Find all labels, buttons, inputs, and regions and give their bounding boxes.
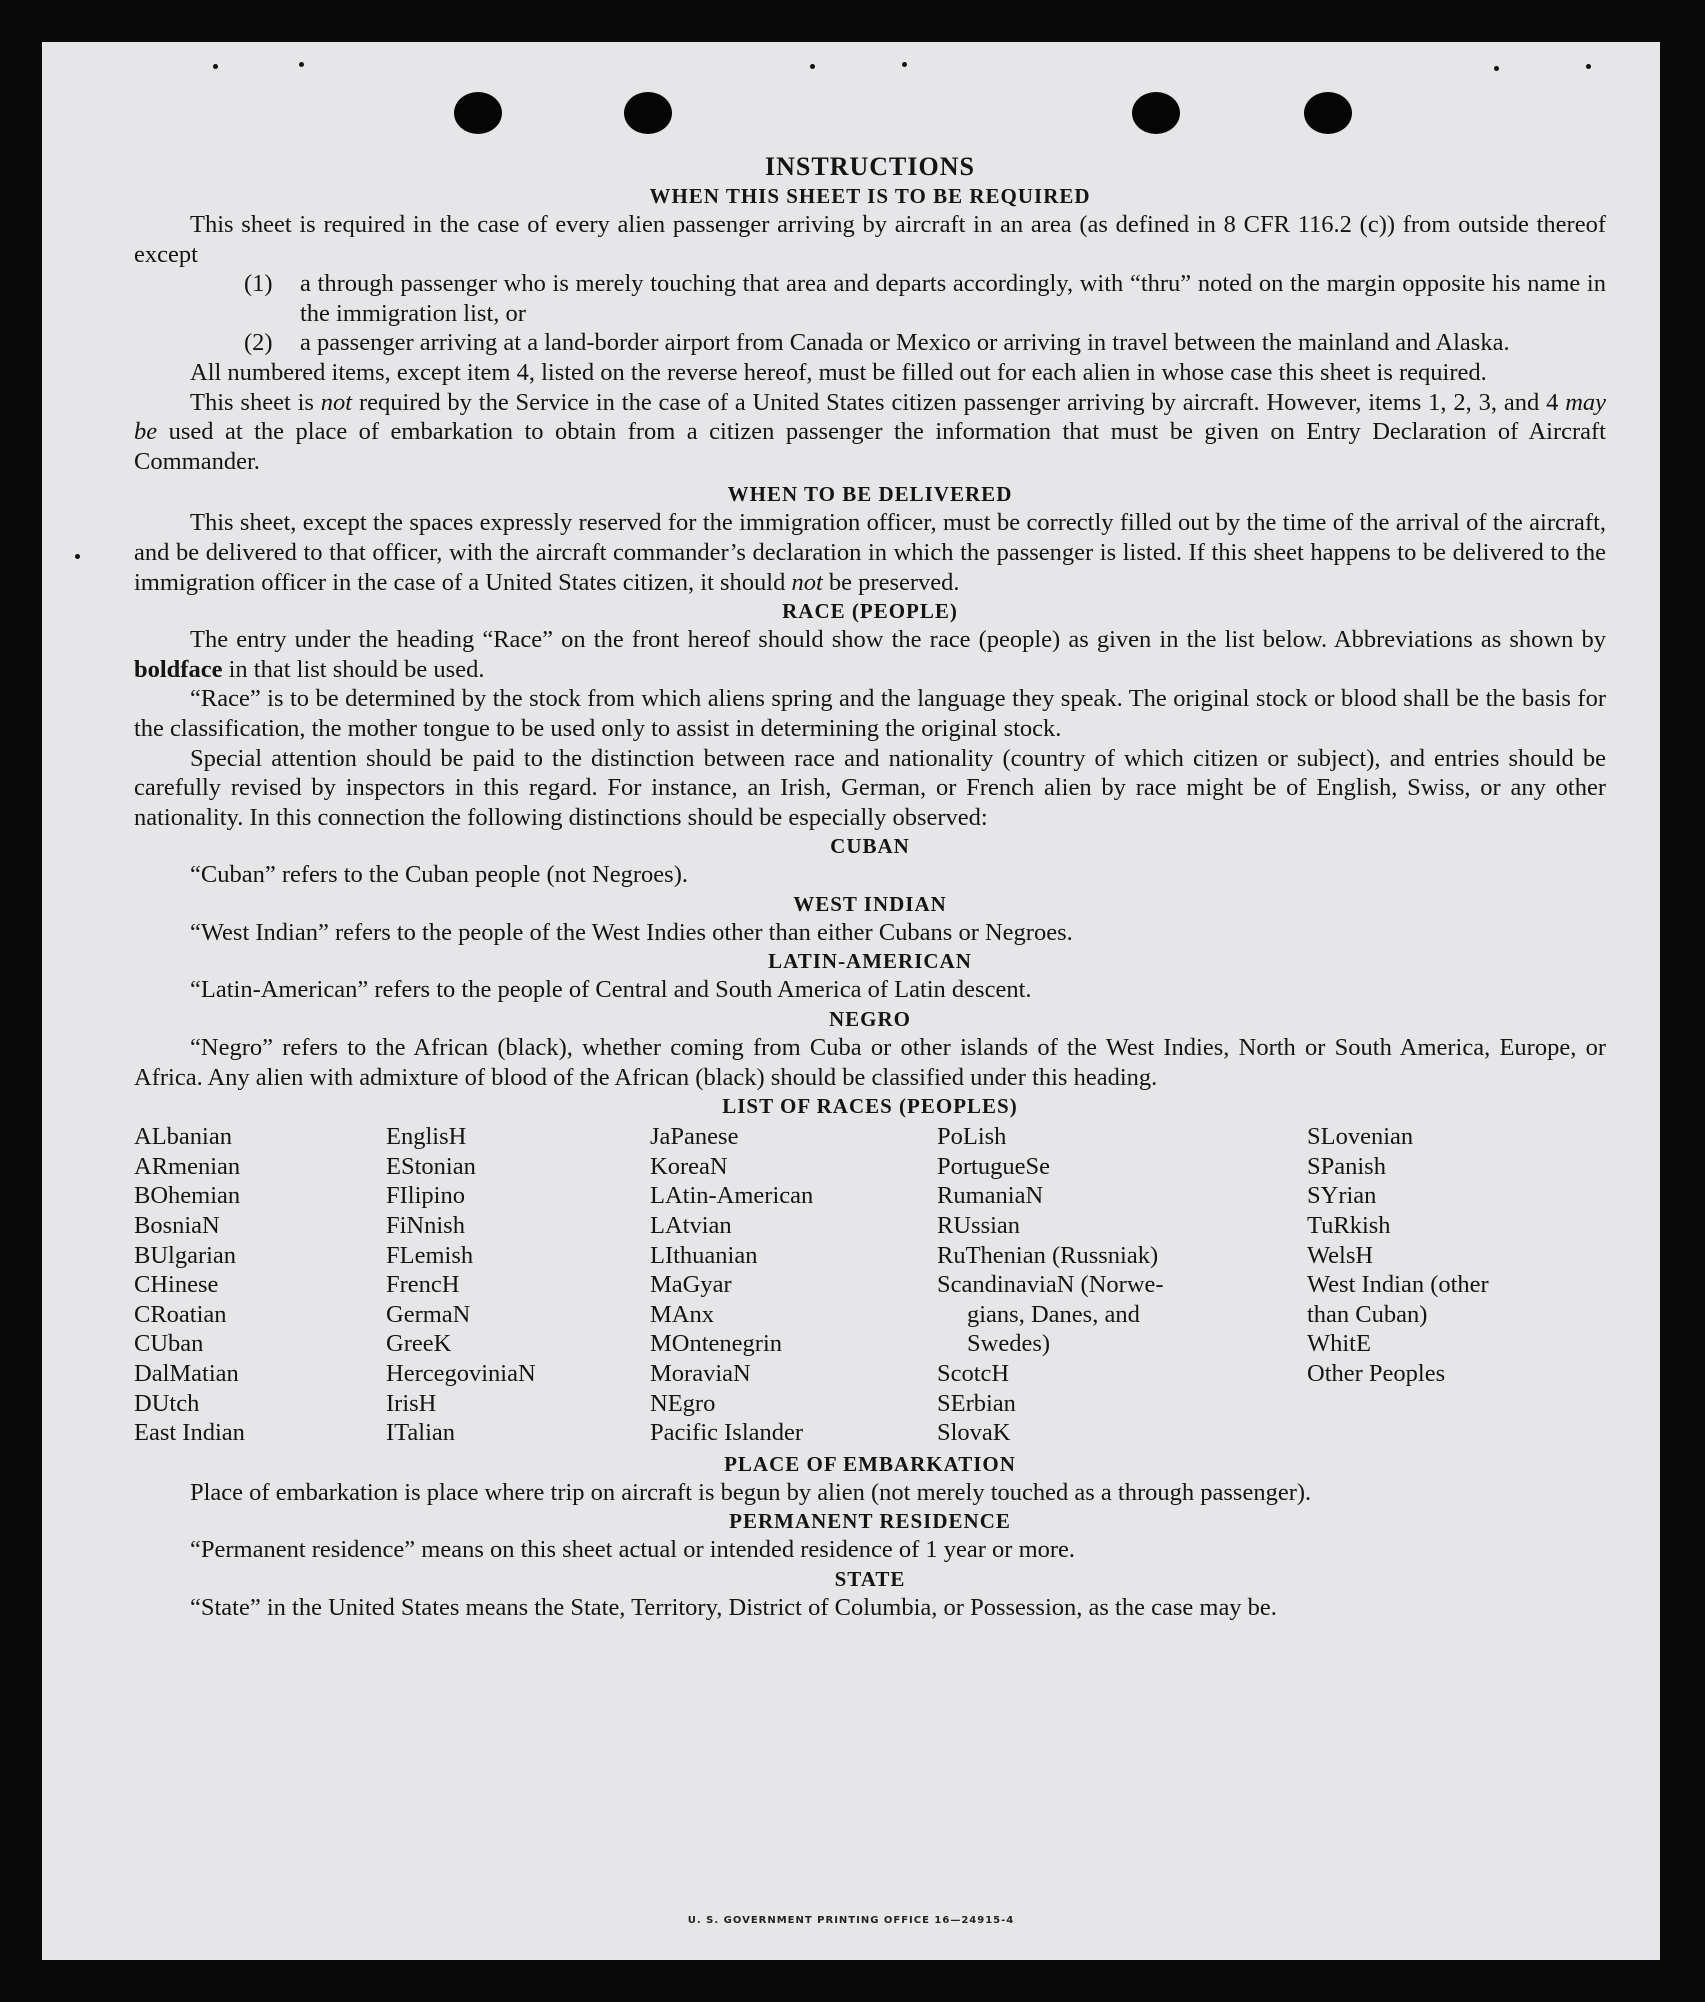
punch-hole — [454, 92, 502, 134]
list-item — [244, 328, 1606, 358]
race-entry: PortugueSe — [937, 1152, 1050, 1180]
race-entry: ScotcH — [937, 1360, 1010, 1387]
race-entry: NEgro — [650, 1389, 716, 1417]
race-column — [1307, 1122, 1597, 1448]
race-entry: SYrian — [1307, 1182, 1377, 1210]
race-entry: SLovenian — [1307, 1123, 1414, 1151]
speck — [902, 62, 907, 67]
race-entry: BUlgarian — [134, 1241, 237, 1269]
race-entry: IrisH — [386, 1389, 437, 1417]
paragraph: “Race” is to be determined by the stock from which aliens spring and the language they speak. The original stock or blood shall be the basis for the classification, the mother tongue to be used only to assist in determining the original stock. — [134, 685, 1606, 742]
list-item-number: (1) — [244, 270, 273, 298]
paragraph: “Cuban” refers to the Cuban people (not Negroes). — [190, 861, 688, 889]
page-title: INSTRUCTIONS — [765, 152, 975, 181]
section-heading: PLACE OF EMBARKATION — [724, 1451, 1016, 1476]
race-entry: Pacific Islander — [650, 1419, 804, 1447]
race-entry: LIthuanian — [650, 1241, 758, 1269]
race-entry: CRoatian — [134, 1300, 227, 1328]
race-entry: MaGyar — [650, 1271, 732, 1299]
paragraph: This sheet is not required by the Service in the case of a United States citizen passenger arriving by aircraft. However, items 1, 2, 3, and 4 may be used at the place of embarkation to obtain from a citizen passenger the information that must be given on Entry Declaration of Aircraft Commander. — [134, 388, 1607, 475]
race-entry: EStonian — [386, 1152, 476, 1180]
speck — [299, 62, 304, 67]
race-entry: MoraviaN — [650, 1360, 751, 1387]
race-entry: HercegoviniaN — [386, 1360, 536, 1387]
race-entry: DalMatian — [134, 1360, 239, 1387]
speck — [75, 554, 80, 559]
race-column — [937, 1122, 1307, 1448]
race-entry: RumaniaN — [937, 1182, 1044, 1210]
race-entry: FrencH — [386, 1271, 460, 1299]
section-heading: LATIN-AMERICAN — [768, 949, 972, 974]
speck — [213, 64, 218, 69]
paragraph: The entry under the heading “Race” on the front hereof should show the race (people) as given in the list below. Abbreviations as shown by boldface in that list should be used. — [134, 626, 1606, 683]
section-heading: LIST OF RACES (PEOPLES) — [722, 1094, 1018, 1119]
section-heading: NEGRO — [828, 1007, 911, 1032]
section-heading: WEST INDIAN — [793, 891, 947, 916]
race-entry: BosniaN — [134, 1212, 220, 1240]
section-heading: WHEN TO BE DELIVERED — [727, 482, 1013, 507]
race-entry: TuRkish — [1307, 1212, 1391, 1240]
race-entry: DUtch — [134, 1389, 200, 1417]
race-entry: MAnx — [650, 1300, 714, 1328]
race-entry: MOntenegrin — [650, 1330, 782, 1358]
paragraph: “Permanent residence” means on this sheet actual or intended residence of 1 year or more. — [190, 1536, 1076, 1564]
race-entry: PoLish — [937, 1123, 1007, 1151]
race-entry: Swedes) — [967, 1330, 1051, 1358]
race-entry: East Indian — [134, 1419, 245, 1447]
race-entry: WelsH — [1307, 1241, 1374, 1269]
race-column — [386, 1122, 650, 1448]
race-entry: CHinese — [134, 1271, 219, 1299]
race-entry: WhitE — [1307, 1330, 1371, 1358]
race-entry: West Indian (other — [1307, 1271, 1489, 1299]
paragraph: This sheet is required in the case of every alien passenger arriving by aircraft in an area (as defined in 8 CFR 116.2 (c)) from outside thereof except — [134, 211, 1606, 268]
paragraph: This sheet, except the spaces expressly reserved for the immigration officer, must be correctly filled out by the time of the arrival of the aircraft, and be delivered to that officer, with the aircraft commander’s declaration in which the passenger is listed. If this sheet happens to be delivered to the immigration officer in the case of a United States citizen, it should not be preserved. — [134, 509, 1606, 596]
section-heading: CUBAN — [830, 834, 910, 859]
race-entry: FiNnish — [386, 1212, 465, 1240]
speck — [1586, 64, 1591, 69]
race-entry: GermaN — [386, 1300, 471, 1328]
race-entry: than Cuban) — [1307, 1300, 1428, 1328]
race-entry: LAtin-American — [650, 1182, 814, 1210]
race-entry: GreeK — [386, 1330, 452, 1358]
speck — [1494, 66, 1499, 71]
punch-hole — [1132, 92, 1180, 134]
race-entry: KoreaN — [650, 1152, 728, 1180]
paragraph: “Latin-American” refers to the people of Central and South America of Latin descent. — [190, 976, 1032, 1004]
race-entry: RuThenian (Russniak) — [937, 1241, 1159, 1269]
race-entry: ScandinaviaN (Norwe- — [937, 1271, 1164, 1299]
race-entry: JaPanese — [650, 1123, 739, 1151]
document-page — [42, 42, 1660, 1960]
race-entry: ITalian — [386, 1419, 456, 1447]
race-entry: ALbanian — [134, 1123, 232, 1151]
list-item-text: a through passenger who is merely touching that area and departs accordingly, with “thru” noted on the margin opposite his name in the immigration list, or — [300, 270, 1606, 327]
race-entry: Other Peoples — [1307, 1360, 1446, 1387]
paragraph: All numbered items, except item 4, listed on the reverse hereof, must be filled out for each alien in whose case this sheet is required. — [190, 358, 1487, 386]
paragraph: Place of embarkation is place where trip on aircraft is begun by alien (not merely touched as a through passenger). — [190, 1478, 1312, 1506]
list-item-text: a passenger arriving at a land-border airport from Canada or Mexico or arriving in travel between the mainland and Alaska. — [300, 329, 1510, 357]
speck — [810, 64, 815, 69]
list-item-number: (2) — [244, 329, 273, 357]
paragraph: “State” in the United States means the State, Territory, District of Columbia, or Possession, as the case may be. — [190, 1593, 1277, 1621]
paragraph: Special attention should be paid to the distinction between race and nationality (country of which citizen or subject), and entries should be carefully revised by inspectors in this regard. For instance, an Irish, German, or French alien by race might be of English, Swiss, or any other nationality. In this connection the following distinctions should be especially observed: — [134, 744, 1606, 831]
race-entry: EnglisH — [386, 1123, 467, 1151]
printer-imprint: U. S. GOVERNMENT PRINTING OFFICE 16—24915-4 — [687, 1915, 1015, 1926]
race-entry: gians, Danes, and — [967, 1300, 1140, 1328]
race-entry: FLemish — [386, 1241, 474, 1269]
instructions-body — [134, 150, 1606, 1623]
race-entry: SPanish — [1307, 1152, 1386, 1180]
section-heading: PERMANENT RESIDENCE — [729, 1509, 1011, 1534]
section-heading: STATE — [834, 1566, 906, 1591]
race-entry: RUssian — [937, 1212, 1021, 1240]
race-list — [134, 1122, 1606, 1448]
race-entry: FIlipino — [386, 1182, 465, 1210]
section-heading: WHEN THIS SHEET IS TO BE REQUIRED — [649, 184, 1091, 208]
list-item — [244, 269, 1606, 328]
race-column — [650, 1122, 937, 1448]
punch-hole — [624, 92, 672, 134]
race-entry: ARmenian — [134, 1152, 241, 1180]
race-column — [134, 1122, 386, 1448]
race-entry: SlovaK — [937, 1419, 1011, 1447]
race-entry: CUban — [134, 1330, 204, 1358]
paragraph: “West Indian” refers to the people of the West Indies other than either Cubans or Negroes. — [190, 918, 1073, 946]
section-heading: RACE (PEOPLE) — [782, 599, 958, 624]
race-entry: LAtvian — [650, 1212, 732, 1240]
paragraph: “Negro” refers to the African (black), whether coming from Cuba or other islands of the West Indies, North or South America, Europe, or Africa. Any alien with admixture of blood of the African (black) should be classified under this heading. — [134, 1034, 1606, 1091]
punch-hole — [1304, 92, 1352, 134]
race-entry: BOhemian — [134, 1182, 241, 1210]
race-entry: SErbian — [937, 1389, 1016, 1417]
